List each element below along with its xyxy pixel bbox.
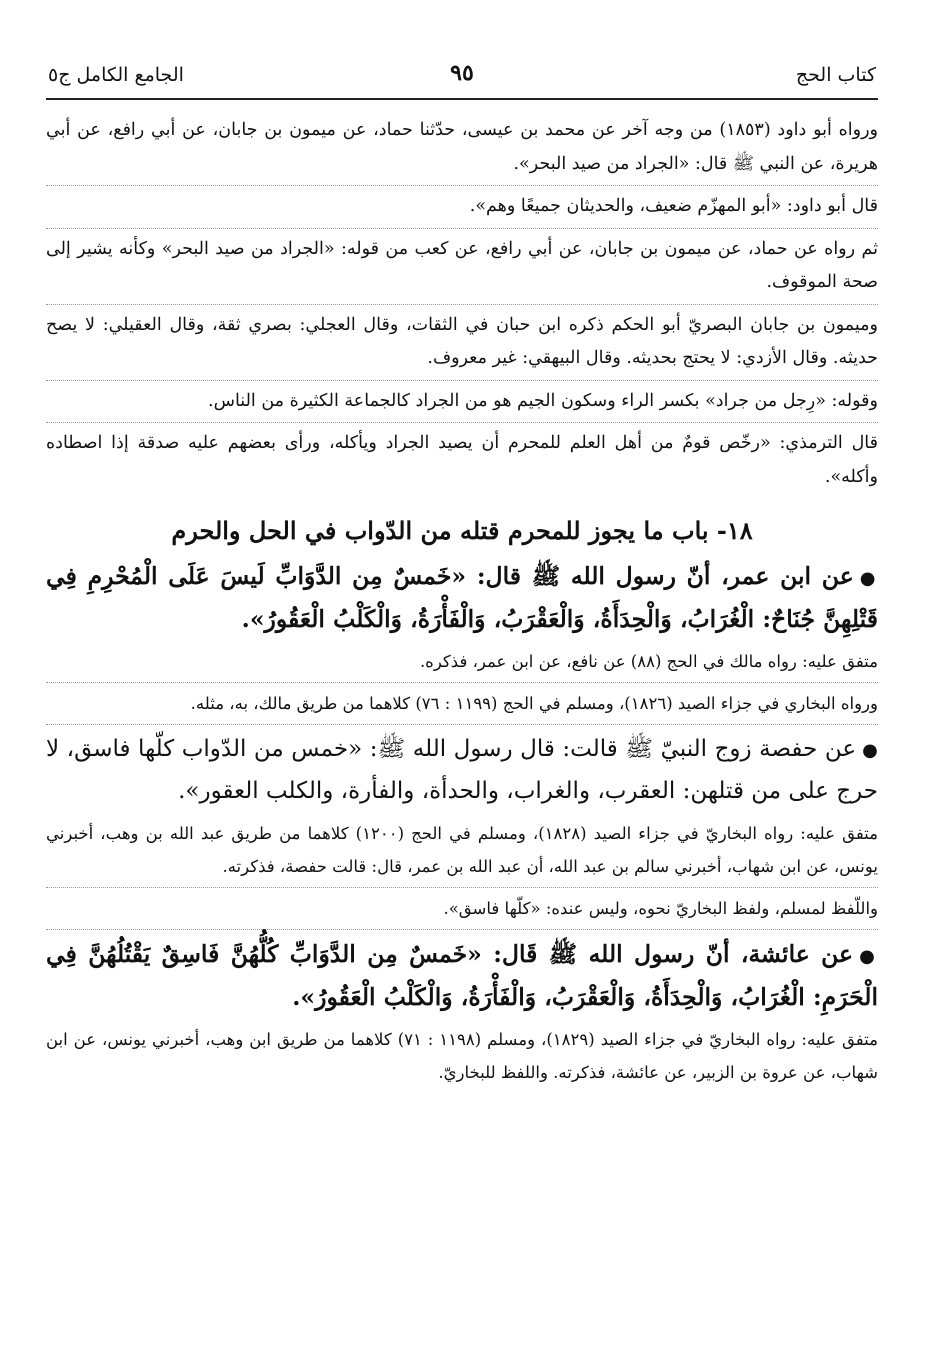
- hadith-aisha: [46, 934, 878, 1017]
- wording-note: واللّفظ لمسلم، ولفظ البخاريّ نحوه، وليس عنده: «كلّها فاسق».: [46, 892, 878, 930]
- takhrij-note: ورواه البخاري في جزاء الصيد (١٨٢٦)، ومسلم في الحج (١١٩٩ : ٧٦) كلاهما من طريق مالك، به، مثله.: [46, 687, 878, 725]
- volume-title: الجامع الكامل ج٥: [48, 64, 184, 86]
- section-heading: ١٨- باب ما يجوز للمحرم قتله من الدّواب في الحل والحرم: [171, 516, 753, 545]
- hadith-text: عن ابن عمر، أنّ رسول الله ﷺ قال: «خَمسٌ مِن الدَّوَابِّ لَيسَ عَلَى الْمُحْرِمِ فِي قَتْلِهِنَّ جُنَاحٌ: الْغُرَابُ، وَالْحِدَأَةُ، وَالْعَقْرَبُ، وَالْفَأْرَةُ، وَالْكَلْبُ الْعَقُورُ».: [46, 562, 878, 633]
- takhrij-note: متفق عليه: رواه مالك في الحج (٨٨) عن نافع، عن ابن عمر، فذكره.: [46, 645, 878, 683]
- bullet-marker: ●: [859, 946, 878, 967]
- paragraph-mawquf-narration: ثم رواه عن حماد، عن ميمون بن جابان، عن أبي رافع، عن كعب من قوله: «الجراد من صيد البحر» وكأنه يشير إلى صحة الموقوف.: [46, 233, 878, 305]
- hadith-ibn-umar: [46, 556, 878, 639]
- book-title: كتاب الحج: [795, 64, 876, 86]
- hadith-text: عن حفصة زوج النبيّ ﷺ قالت: قال رسول الله ﷺ: «خمس من الدّواب كلّها فاسق، لا حرج على من قتلهن: العقرب، والغراب، والحدأة، والفأرة، والكلب العقور».: [46, 736, 878, 804]
- bullet-marker: ●: [862, 740, 878, 761]
- hadith-text: عن عائشة، أنّ رسول الله ﷺ قَال: «خَمسٌ مِن الدَّوَابِّ كُلُّهُنَّ فَاسِقٌ يَقْتُلُهُنَّ فِي الْحَرَمِ: الْغُرَابُ، وَالْحِدَأَةُ، وَالْعَقْرَبُ، وَالْفَأْرَةُ، وَالْكَلْبُ الْعَقُورُ».: [46, 940, 878, 1011]
- paragraph-tirmidhi-comment: قال الترمذي: «رخّص قومٌ من أهل العلم للمحرم أن يصيد الجراد ويأكله، ورأى بعضهم عليه صدقة إذا اصطاده وأكله».: [46, 433, 878, 487]
- paragraph-abu-dawud-comment: قال أبو داود: «أبو المهزّم ضعيف، والحديثان جميعًا وهم».: [46, 190, 878, 229]
- book-page: [46, 58, 878, 1097]
- takhrij-note: متفق عليه: رواه البخاريّ في جزاء الصيد (١٨٢٨)، ومسلم في الحج (١٢٠٠) كلاهما من طريق عبد الله بن وهب، أخبرني يونس، عن ابن شهاب، أخبرني سالم بن عبد الله، أن عبد الله بن عمر، قال: قالت حفصة، فذكرته.: [46, 817, 878, 888]
- hadith-hafsa: [46, 729, 878, 811]
- paragraph-abu-dawud-narration: ورواه أبو داود (١٨٥٣) من وجه آخر عن محمد بن عيسى، حدّثنا حماد، عن ميمون بن جابان، عن أبي رافع، عن أبي هريرة، عن النبي ﷺ قال: «الجراد من صيد البحر».: [46, 114, 878, 186]
- page-content: [46, 114, 878, 1093]
- takhrij-note: متفق عليه: رواه البخاريّ في جزاء الصيد (١٨٢٩)، ومسلم (١١٩٨ : ٧١) كلاهما من طريق ابن وهب، أخبرني يونس، عن ابن شهاب، عن عروة بن الزبير، عن عائشة، فذكرته. واللفظ للبخاريّ.: [46, 1030, 878, 1082]
- page-number: ٩٥: [450, 60, 474, 86]
- bullet-marker: ●: [859, 568, 878, 589]
- paragraph-maimun-bin-jaban: وميمون بن جابان البصريّ أبو الحكم ذكره ابن حبان في الثقات، وقال العجلي: بصري ثقة، وقال العقيلي: لا يصح حديثه. وقال الأزدي: لا يحتج بحديثه. وقال البيهقي: غير معروف.: [46, 309, 878, 381]
- page-header: [46, 58, 878, 100]
- paragraph-rijl-explanation: وقوله: «رِجل من جراد» بكسر الراء وسكون الجيم هو من الجراد كالجماعة الكثيرة من الناس.: [46, 385, 878, 424]
